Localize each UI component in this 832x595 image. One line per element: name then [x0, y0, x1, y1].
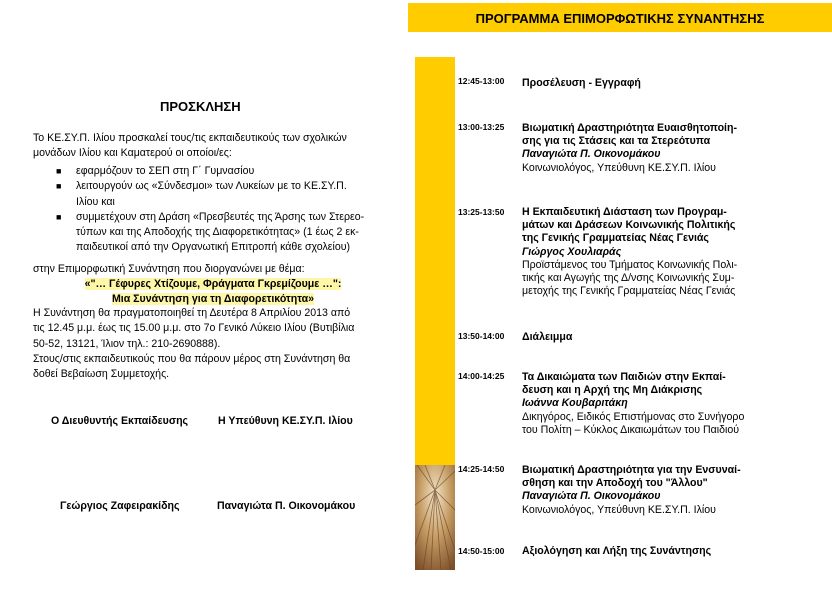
signatory2-name: Παναγιώτα Π. Οικονομάκου [217, 500, 356, 512]
signatory2-title: Η Υπεύθυνη ΚΕ.ΣΥ.Π. Ιλίου [218, 415, 353, 427]
schedule-item: Η Εκπαιδευτική Διάσταση των Προγραμ- μάτων και Δράσεων Κοινωνικής Πολιτικής της Γενικής Γραμματείας Νέας Γενιάς Γιώργος Χουλιαράς Προϊστάμενος του Τμήματος Κοινωνικής Πολι- τικής και Αγωγής της Δ/νσης Κοινωνικής Συμ- μετοχής της Γενικής Γραμματείας Νέας Γενιάς [522, 206, 738, 298]
meeting-theme: «"… Γέφυρες Χτίζουμε, Φράγματα Γκρεμίζουμε …": Μια Συνάντηση για τη Διαφορετικότητα» [84, 278, 342, 306]
invitation-intro [33, 131, 393, 162]
schedule-time: 14:50-15:00 [458, 546, 505, 556]
list-item: ■ εφαρμόζουν το ΣΕΠ στη Γ΄ Γυμνασίου [56, 164, 394, 179]
program-title: ΠΡΟΓΡΑΜΜΑ ΕΠΙΜΟΡΦΩΤΙΚΗΣ ΣΥΝΑΝΤΗΣΗΣ [408, 3, 832, 32]
decorative-wood-image [415, 465, 455, 570]
schedule-time: 14:00-14:25 [458, 371, 505, 381]
schedule-time: 14:25-14:50 [458, 464, 505, 474]
square-bullet-icon: ■ [56, 166, 62, 176]
schedule-item: Προσέλευση - Εγγραφή [522, 77, 641, 89]
schedule-item: Διάλειμμα [522, 331, 573, 343]
signatory1-name: Γεώργιος Ζαφειρακίδης [60, 500, 180, 512]
signatory1-title: Ο Διευθυντής Εκπαίδευσης [51, 415, 189, 427]
square-bullet-icon: ■ [56, 181, 62, 192]
schedule-time: 12:45-13:00 [458, 76, 505, 86]
schedule-time: 13:00-13:25 [458, 122, 505, 132]
schedule-item: Βιωματική Δραστηριότητα Ευαισθητοποίη- σης για τις Στάσεις και τα Στερεότυπα Παναγιώτα Π. Οικονομάκου Κοινωνιολόγος, Υπεύθυνη ΚΕ.ΣΥ.Π. Ιλίου [522, 122, 737, 174]
meeting-details: Η Συνάντηση θα πραγματοποιηθεί τη Δευτέρα 8 Απριλίου 2013 από τις 12.45 μ.μ. έως τις 15.00 μ.μ. στο 7ο Γενικό Λύκειο Ιλίου (Βυτιβίλια 50-52, 13121, Ίλιον τηλ.: 210-2690888). Στους/στις εκπαιδευτικούς που θα πάρουν μέρος στη Συνάντηση θα δοθεί Βεβαίωση Συμμετοχής. [33, 307, 355, 381]
criteria-list [56, 164, 394, 256]
square-bullet-icon: ■ [56, 211, 62, 222]
schedule-item: Τα Δικαιώματα των Παιδιών στην Εκπαί- δευση και η Αρχή της Μη Διάκρισης Ιωάννα Κουβαριτάκη Δικηγόρος, Ειδικός Επιστήμονας στο Συνήγορο του Πολίτη – Κύκλος Δικαιωμάτων του Παιδιού [522, 371, 745, 436]
intro-line: Το ΚΕ.ΣΥ.Π. Ιλίου προσκαλεί τους/τις εκπαιδευτικούς των σχολικών [33, 132, 347, 144]
schedule-item: Βιωματική Δραστηριότητα για την Ενσυναί- σθηση και την Αποδοχή του "Άλλου" Παναγιώτα Π. Οικονομάκου Κοινωνιολόγος, Υπεύθυνη ΚΕ.ΣΥ.Π. Ιλίου [522, 464, 741, 516]
meeting-intro: στην Επιμορφωτική Συνάντηση που διοργανώνει με θέμα: [33, 263, 305, 275]
invitation-heading: ΠΡΟΣΚΛΗΣΗ [160, 99, 241, 114]
list-item: ■ συμμετέχουν στη Δράση «Πρεσβευτές της Άρσης των Στερεο- τύπων και της Αποδοχής της Διαφορετικότητας» (1 έως 2 εκ- παιδευτικοί από την Οργανωτική Επιτροπή κάθε σχολείου) [56, 210, 365, 254]
intro-line: μονάδων Ιλίου και Καματερού οι οποίοι/ες: [33, 147, 232, 160]
list-item: ■ λειτουργούν ως «Σύνδεσμοι» των Λυκείων με το ΚΕ.ΣΥ.Π. Ιλίου και [56, 180, 347, 208]
schedule-item: Αξιολόγηση και Λήξη της Συνάντησης [522, 545, 712, 557]
schedule-time: 13:50-14:00 [458, 331, 505, 341]
schedule-time: 13:25-13:50 [458, 207, 505, 217]
